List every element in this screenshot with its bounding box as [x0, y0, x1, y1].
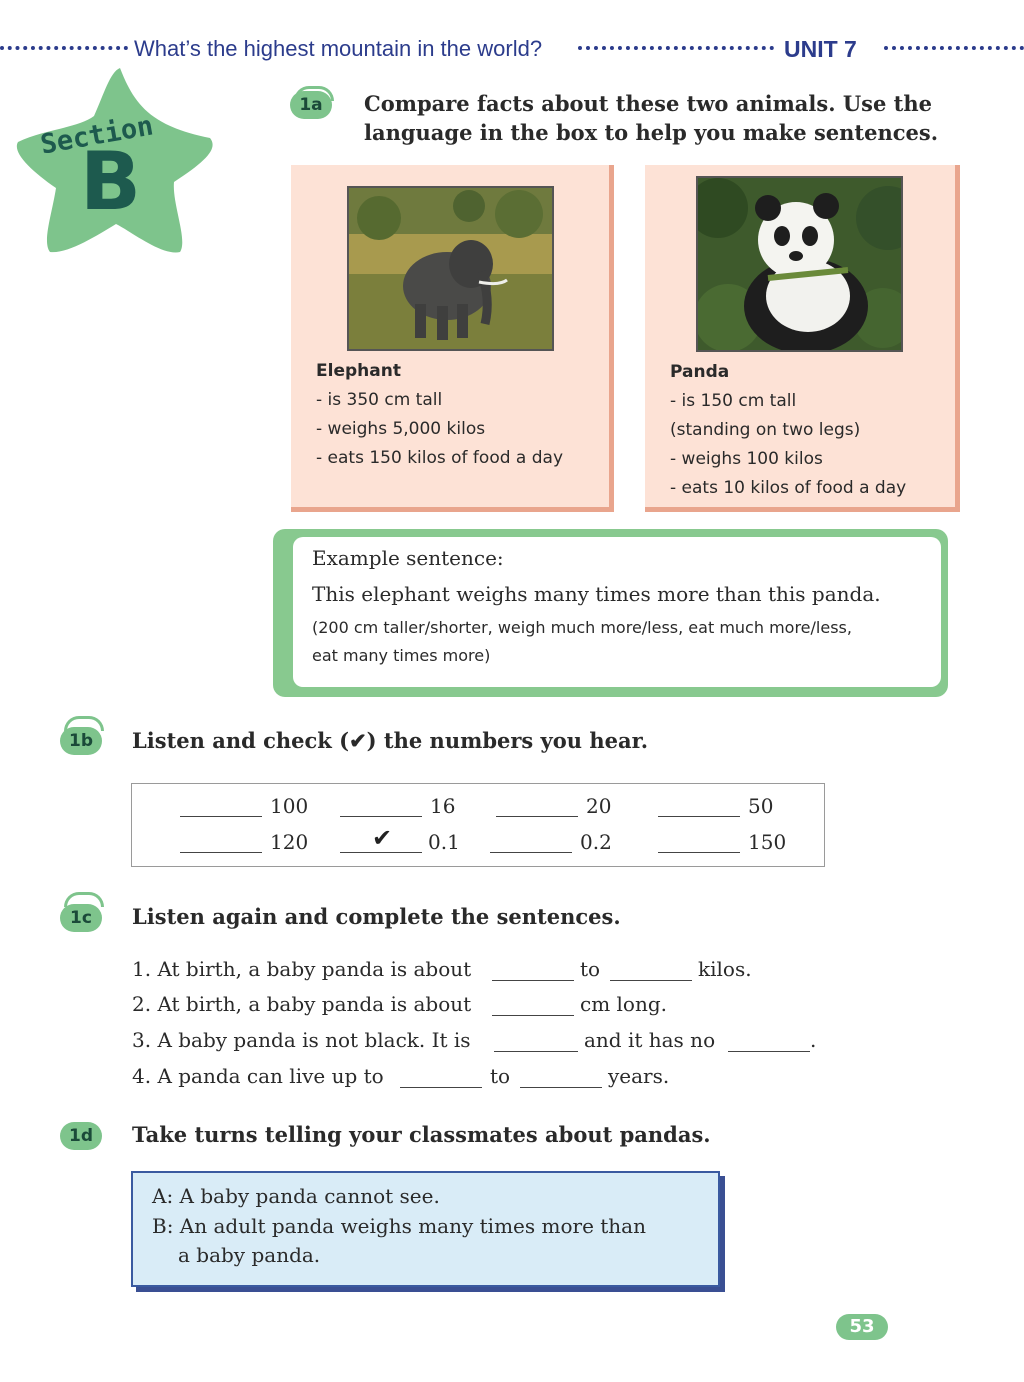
panda-fact-1: - is 150 cm tall — [670, 391, 797, 411]
elephant-fact-2: - weighs 5,000 kilos — [316, 419, 486, 439]
answer-blank[interactable] — [520, 1087, 602, 1088]
sentence-4-mid: to — [490, 1064, 511, 1088]
sentence-3-start: 3. A baby panda is not black. It is — [132, 1028, 471, 1052]
check-blank[interactable] — [490, 852, 572, 853]
example-hint-line1: (200 cm taller/shorter, weigh much more/less, eat much more/less, — [312, 618, 852, 637]
dialogue-line-a: A: A baby panda cannot see. — [152, 1184, 440, 1208]
check-blank[interactable] — [658, 816, 740, 817]
check-mark-icon: ✔ — [372, 824, 393, 852]
elephant-name: Elephant — [316, 361, 401, 381]
answer-blank[interactable] — [494, 1051, 578, 1052]
panda-fact-2: (standing on two legs) — [670, 420, 861, 440]
unit-label: UNIT 7 — [784, 36, 857, 62]
answer-blank[interactable] — [400, 1087, 482, 1088]
sentence-1-end: kilos. — [698, 957, 752, 981]
panda-name: Panda — [670, 362, 730, 382]
sentence-1-start: 1. At birth, a baby panda is about — [132, 957, 472, 981]
page-number: 53 — [836, 1314, 888, 1340]
example-label: Example sentence: — [312, 546, 504, 570]
answer-blank[interactable] — [492, 980, 574, 981]
sentence-4-start: 4. A panda can live up to — [132, 1064, 384, 1088]
answer-blank[interactable] — [492, 1015, 574, 1016]
check-blank[interactable] — [180, 816, 262, 817]
activity-badge-1a: 1a — [290, 91, 332, 119]
panda-image — [698, 178, 901, 350]
check-blank[interactable] — [340, 852, 422, 853]
elephant-fact-3: - eats 150 kilos of food a day — [316, 448, 564, 468]
header-dots-middle — [578, 46, 774, 50]
header-dots-left — [0, 46, 128, 50]
sentence-3-end: . — [810, 1028, 817, 1052]
number-option: 100 — [270, 794, 309, 818]
number-option: 20 — [586, 794, 612, 818]
elephant-fact-1: - is 350 cm tall — [316, 390, 443, 410]
instruction-1c: Listen again and complete the sentences. — [132, 904, 621, 929]
check-blank[interactable] — [340, 816, 422, 817]
example-hint-line2: eat many times more) — [312, 646, 491, 665]
number-option: 0.1 — [428, 830, 460, 854]
elephant-image — [349, 188, 552, 349]
header-dots-right — [884, 46, 1024, 50]
number-option: 16 — [430, 794, 456, 818]
section-letter: B — [80, 135, 141, 228]
dialogue-line-b1: B: An adult panda weighs many times more than — [152, 1214, 646, 1238]
number-option: 150 — [748, 830, 787, 854]
check-blank[interactable] — [180, 852, 262, 853]
instruction-1b: Listen and check (✔) the numbers you hear. — [132, 728, 649, 753]
dialogue-line-b2: a baby panda. — [178, 1243, 321, 1267]
answer-blank[interactable] — [610, 980, 692, 981]
numbers-table — [131, 783, 825, 867]
panda-fact-4: - eats 10 kilos of food a day — [670, 478, 907, 498]
number-option: 120 — [270, 830, 309, 854]
answer-blank[interactable] — [728, 1051, 810, 1052]
sentence-1-mid: to — [580, 957, 601, 981]
page-header-title: What’s the highest mountain in the world? — [134, 36, 543, 61]
activity-badge-1d: 1d — [60, 1122, 102, 1150]
check-blank[interactable] — [496, 816, 578, 817]
instruction-1d: Take turns telling your classmates about pandas. — [132, 1122, 711, 1147]
activity-badge-1b: 1b — [60, 727, 102, 755]
sentence-2-end: cm long. — [580, 992, 668, 1016]
instruction-1a-line2: language in the box to help you make sentences. — [364, 120, 939, 145]
sentence-4-end: years. — [608, 1064, 670, 1088]
panda-fact-3: - weighs 100 kilos — [670, 449, 823, 469]
activity-badge-1c: 1c — [60, 904, 102, 932]
section-word: Section — [38, 110, 156, 161]
sentence-3-mid: and it has no — [584, 1028, 716, 1052]
instruction-1a-line1: Compare facts about these two animals. Use the — [364, 91, 932, 116]
example-sentence: This elephant weighs many times more than this panda. — [312, 582, 881, 606]
number-option: 50 — [748, 794, 774, 818]
check-blank[interactable] — [658, 852, 740, 853]
panda-photo — [696, 176, 903, 352]
elephant-photo — [347, 186, 554, 351]
number-option: 0.2 — [580, 830, 612, 854]
sentence-2-start: 2. At birth, a baby panda is about — [132, 992, 472, 1016]
